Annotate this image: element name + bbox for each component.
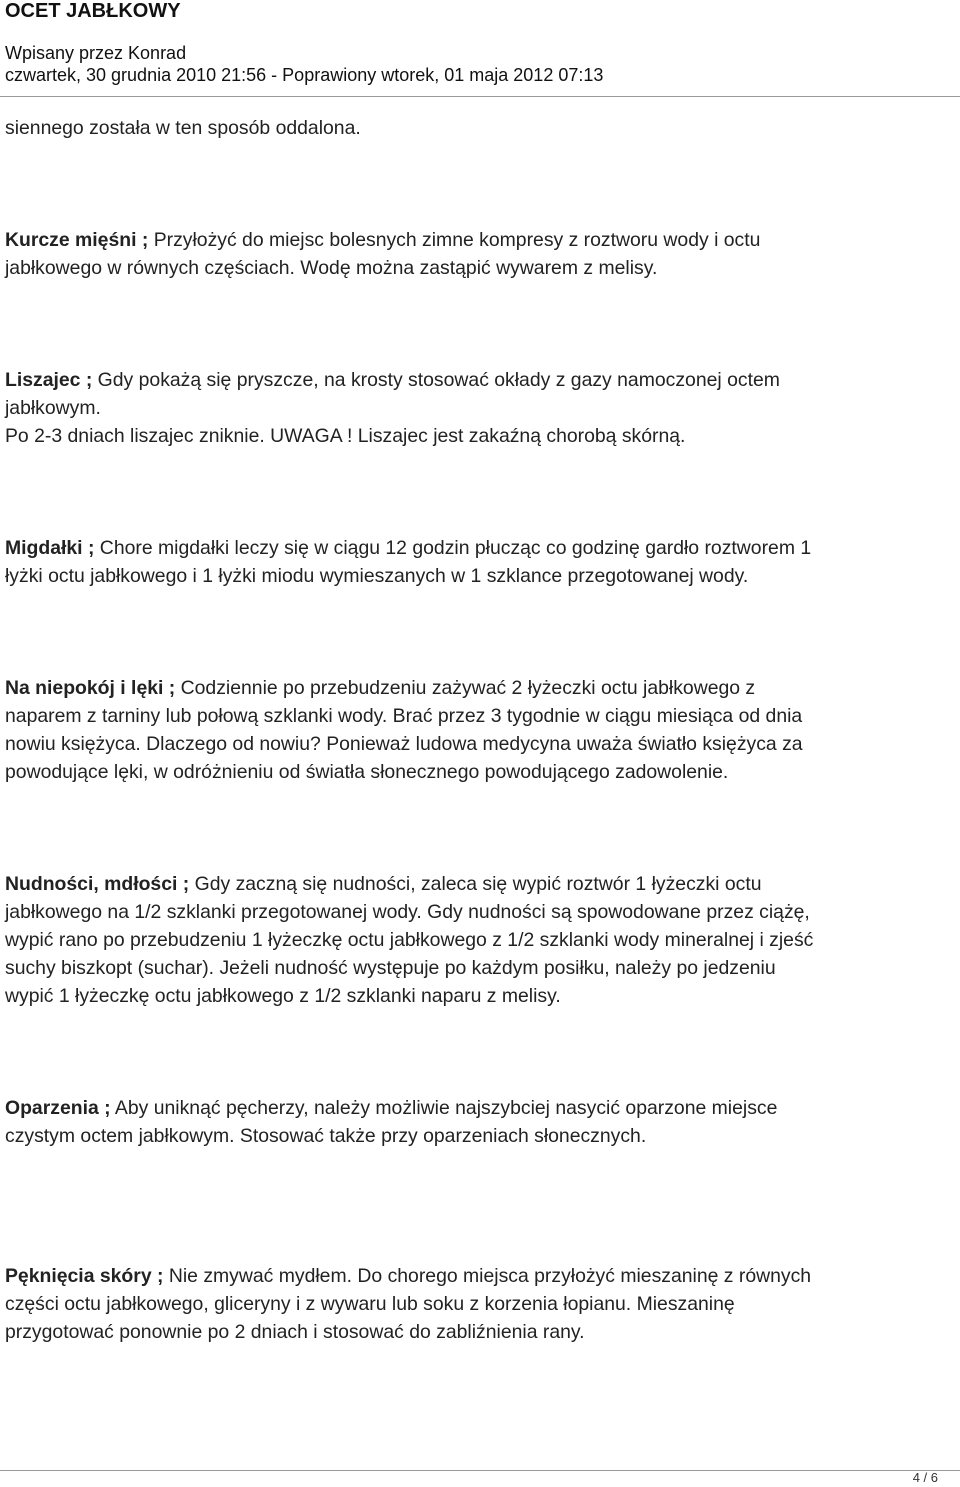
paragraph-line: Chore migdałki leczy się w ciągu 12 godzin płucząc co godzinę gardło roztworem 1 xyxy=(94,537,812,559)
paragraph-intro xyxy=(5,114,940,142)
paragraph-line: jabłkowym. xyxy=(5,397,101,419)
paragraph-line: wypić 1 łyżeczkę octu jabłkowego z 1/2 szklanki naparu z melisy. xyxy=(5,985,561,1007)
paragraph-heading: Migdałki ; xyxy=(5,537,95,559)
paragraph-heading: Liszajec ; xyxy=(5,369,93,391)
paragraph-niepokoj xyxy=(5,674,940,786)
paragraph-line: czystym octem jabłkowym. Stosować także przy oparzeniach słonecznych. xyxy=(5,1125,647,1147)
paragraph-line: części octu jabłkowego, gliceryny i z wywaru lub soku z korzenia łopianu. Mieszaninę xyxy=(5,1293,735,1315)
paragraph-line: powodujące lęki, w odróżnieniu od światła słonecznego powodującego zadowolenie. xyxy=(5,761,729,783)
paragraph-line: Nie zmywać mydłem. Do chorego miejsca przyłożyć mieszaninę z równych xyxy=(163,1265,812,1287)
paragraph-heading: Kurcze mięśni ; xyxy=(5,229,149,251)
page-number: 4 / 6 xyxy=(912,1470,938,1485)
paragraph-line: Przyłożyć do miejsc bolesnych zimne kompresy z roztworu wody i octu xyxy=(148,229,761,251)
author-line: Wpisany przez Konrad xyxy=(5,43,187,63)
paragraph-line: Gdy pokażą się pryszcze, na krosty stosować okłady z gazy namoczonej octem xyxy=(92,369,780,391)
paragraph-line: Aby uniknąć pęcherzy, należy możliwie najszybciej nasycić oparzone miejsce xyxy=(110,1097,778,1119)
paragraph-line: siennego została w ten sposób oddalona. xyxy=(5,117,361,139)
paragraph-pekniecia xyxy=(5,1262,940,1346)
paragraph-line: Gdy zaczną się nudności, zaleca się wypić roztwór 1 łyżeczki octu xyxy=(189,873,762,895)
paragraph-heading: Na niepokój i lęki ; xyxy=(5,677,176,699)
document-header xyxy=(5,0,955,86)
paragraph-kurcze xyxy=(5,226,940,282)
paragraph-line: jabłkowego na 1/2 szklanki przegotowanej wody. Gdy nudności są spowodowane przez ciążę, xyxy=(5,901,810,923)
document-title: OCET JABŁKOWY xyxy=(5,0,181,22)
paragraph-line: wypić rano po przebudzeniu 1 łyżeczkę octu jabłkowego z 1/2 szklanki wody mineralnej i zjeść xyxy=(5,929,814,951)
paragraph-line: nowiu księżyca. Dlaczego od nowiu? Ponieważ ludowa medycyna uważa światło księżyca za xyxy=(5,733,803,755)
paragraph-line: suchy biszkopt (suchar). Jeżeli nudność występuje po każdym posiłku, należy po jedzeniu xyxy=(5,957,776,979)
paragraph-heading: Oparzenia ; xyxy=(5,1097,111,1119)
footer-divider xyxy=(0,1470,960,1471)
paragraph-heading: Nudności, mdłości ; xyxy=(5,873,190,895)
paragraph-line: przygotować ponownie po 2 dniach i stosować do zabliźnienia rany. xyxy=(5,1321,585,1343)
paragraph-line: naparem z tarniny lub połową szklanki wody. Brać przez 3 tygodnie w ciągu miesiąca od dnia xyxy=(5,705,803,727)
header-divider xyxy=(0,96,960,97)
paragraph-oparzenia xyxy=(5,1094,940,1150)
paragraph-line: Codziennie po przebudzeniu zażywać 2 łyżeczki octu jabłkowego z xyxy=(175,677,756,699)
paragraph-line: łyżki octu jabłkowego i 1 łyżki miodu wymieszanych w 1 szklance przegotowanej wody. xyxy=(5,565,749,587)
paragraph-nudnosci xyxy=(5,870,940,1010)
paragraph-liszajec xyxy=(5,366,940,450)
paragraph-migdalki xyxy=(5,534,940,590)
paragraph-heading: Pęknięcia skóry ; xyxy=(5,1265,164,1287)
paragraph-line: jabłkowego w równych częściach. Wodę można zastąpić wywarem z melisy. xyxy=(5,257,658,279)
paragraph-line: Po 2-3 dniach liszajec zniknie. UWAGA ! Liszajec jest zakaźną chorobą skórną. xyxy=(5,425,686,447)
date-line: czwartek, 30 grudnia 2010 21:56 - Poprawiony wtorek, 01 maja 2012 07:13 xyxy=(5,65,604,85)
